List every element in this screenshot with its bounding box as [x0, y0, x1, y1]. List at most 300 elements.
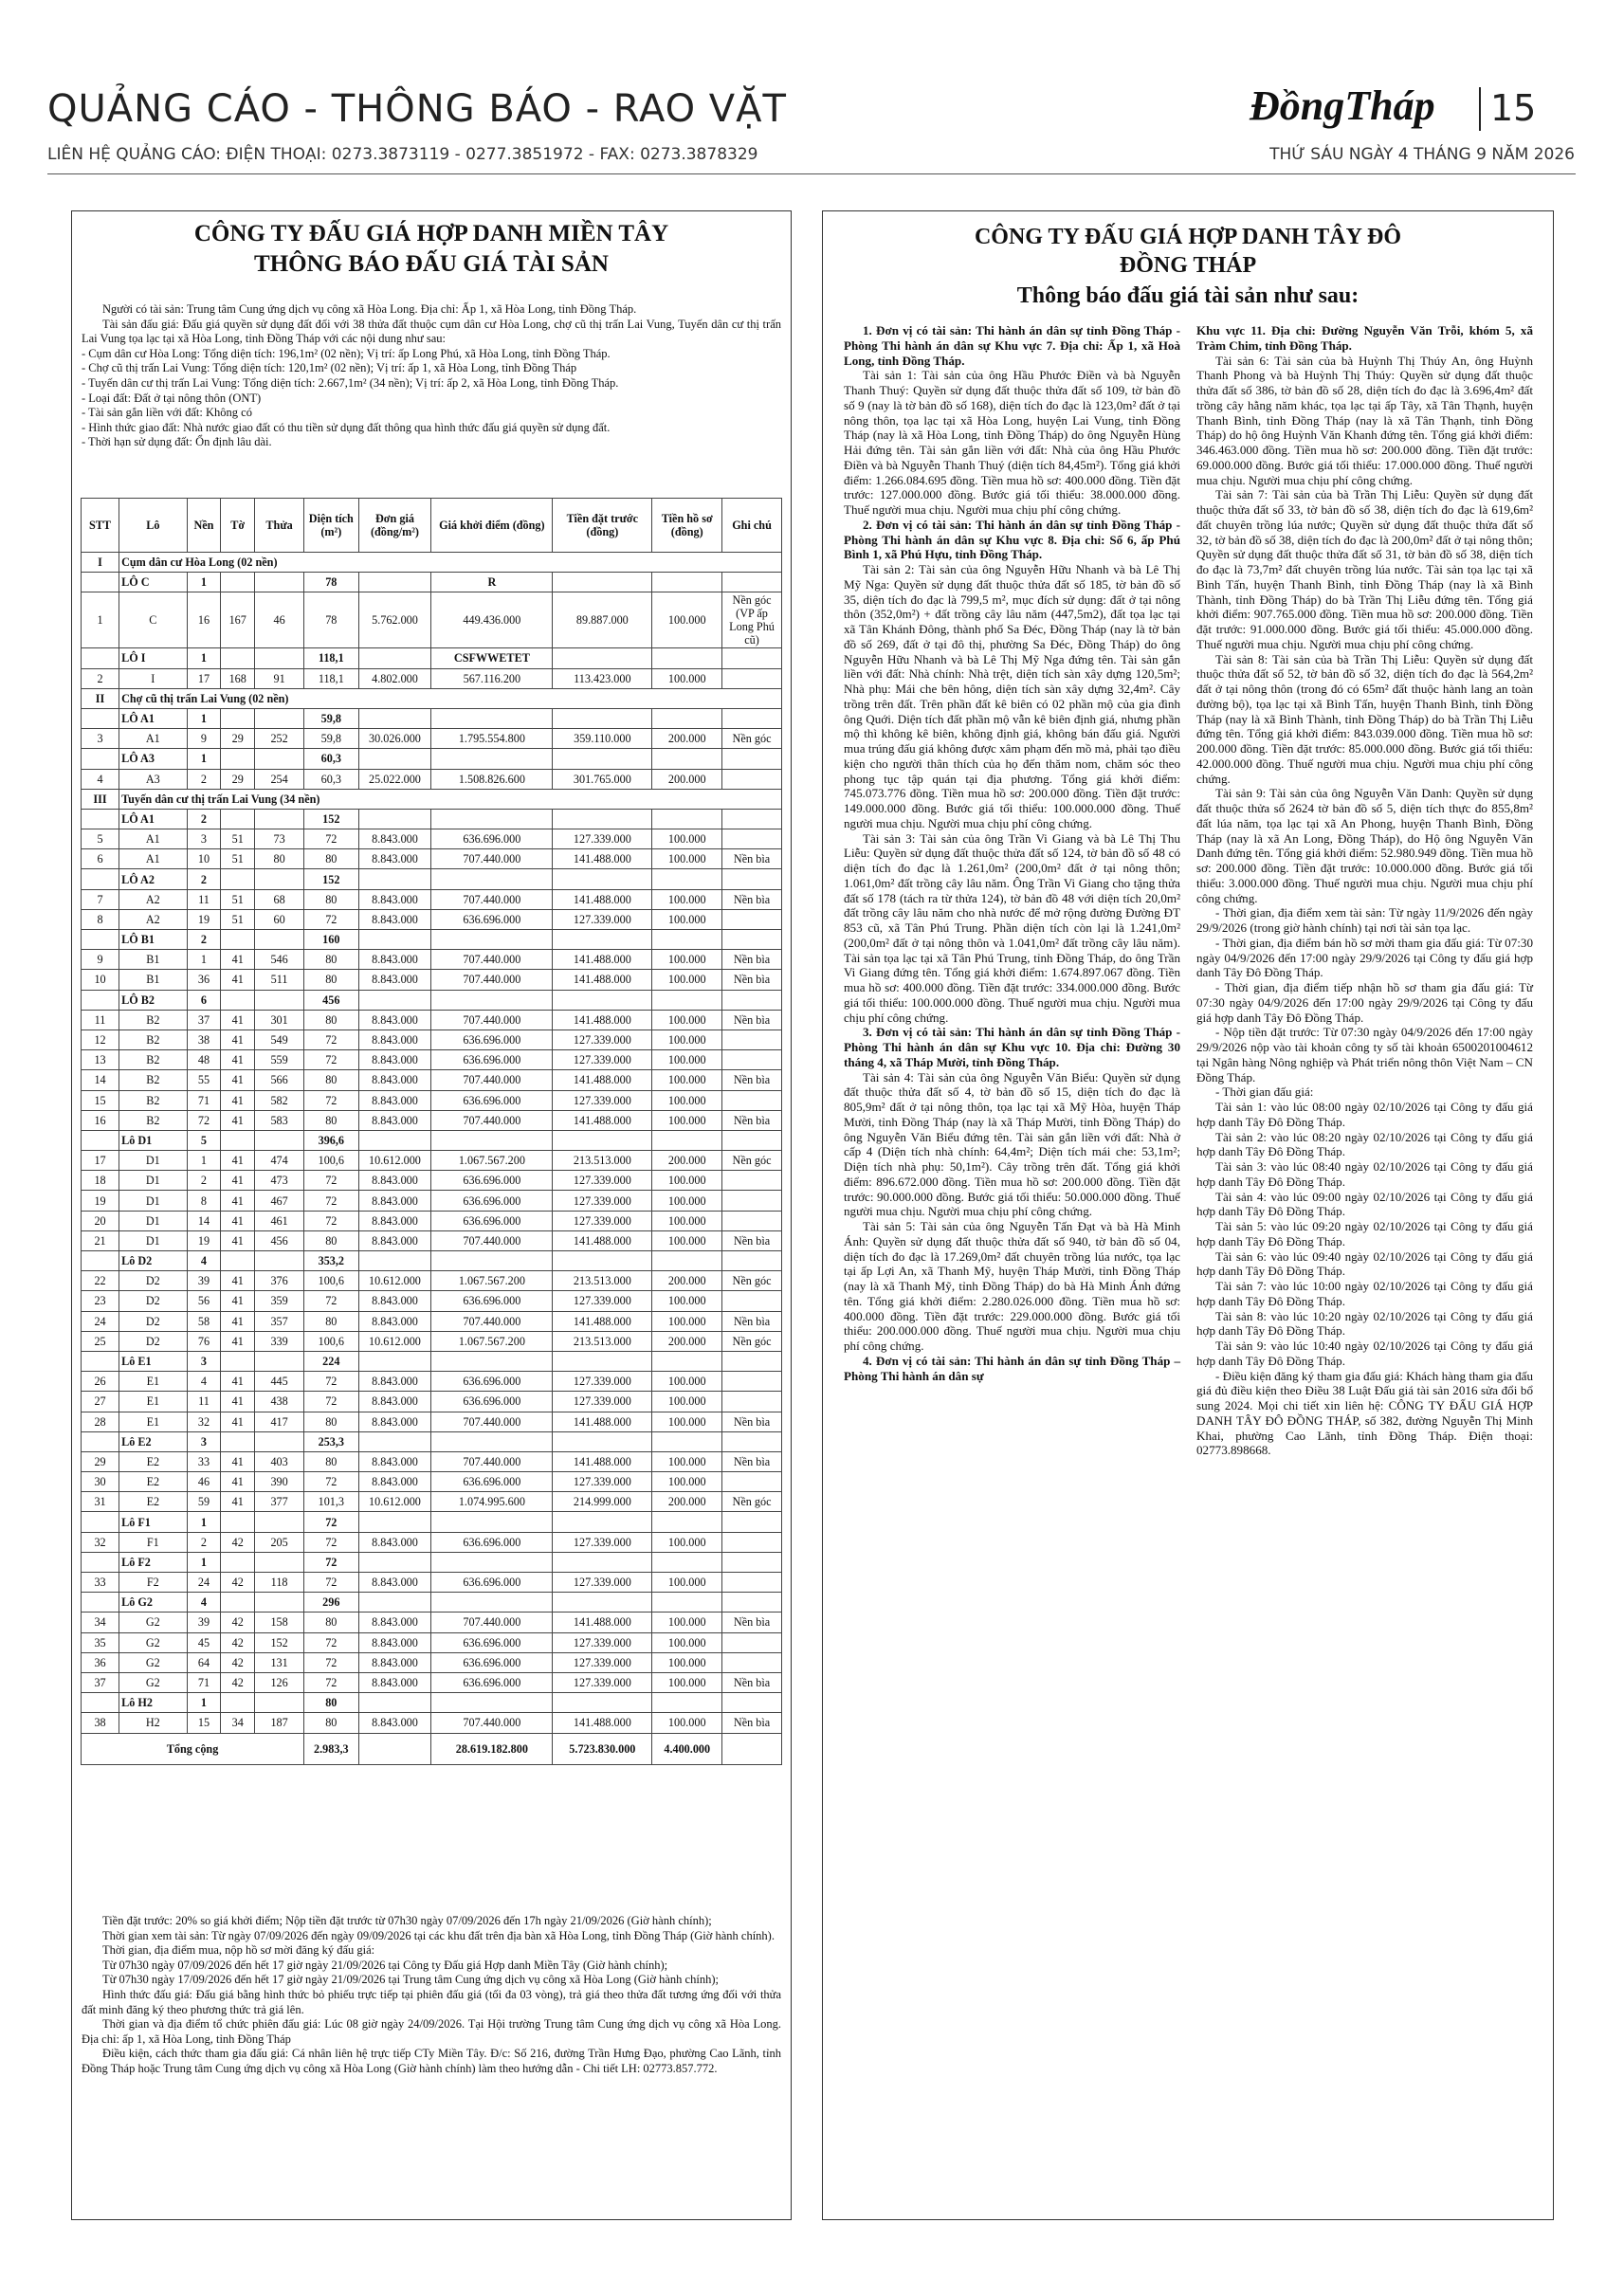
lot-plot-count: 1	[187, 708, 221, 728]
notice-paragraph: Tài sản 3: vào lúc 08:40 ngày 02/10/2026 tại Công ty đấu giá hợp danh Tây Đô Đồng Tháp.	[1196, 1159, 1533, 1189]
table-row	[82, 1230, 782, 1250]
empty-cell	[221, 1693, 255, 1713]
empty-cell	[722, 1693, 782, 1713]
table-cell: 72	[304, 1191, 358, 1211]
table-cell: 449.436.000	[431, 592, 553, 648]
table-cell: 8.843.000	[358, 1191, 431, 1211]
empty-cell	[722, 869, 782, 889]
lot-subtotal-row	[82, 869, 782, 889]
table-cell: 1.067.567.200	[431, 1151, 553, 1171]
table-cell: H2	[119, 1713, 188, 1733]
empty-cell	[358, 708, 431, 728]
table-row	[82, 1713, 782, 1733]
table-cell: 58	[187, 1311, 221, 1331]
table-cell: 20	[82, 1211, 119, 1230]
empty-cell	[553, 869, 652, 889]
table-row	[82, 1010, 782, 1030]
table-row	[82, 1271, 782, 1291]
header-separator	[1479, 87, 1481, 131]
table-cell: 4.802.000	[358, 668, 431, 688]
empty-cell	[82, 1552, 119, 1572]
table-cell: 22	[82, 1271, 119, 1291]
table-cell: 1	[187, 950, 221, 970]
table-cell: 41	[221, 1291, 255, 1311]
table-cell: Nền bìa	[722, 1451, 782, 1471]
empty-cell	[221, 869, 255, 889]
table-cell	[722, 1392, 782, 1412]
table-cell: G2	[119, 1672, 188, 1692]
table-cell: 46	[187, 1472, 221, 1492]
table-cell	[722, 1291, 782, 1311]
lot-plot-count: 2	[187, 869, 221, 889]
table-cell: 100.000	[652, 1372, 722, 1392]
table-cell: 339	[255, 1331, 304, 1351]
table-cell: 16	[187, 592, 221, 648]
table-cell: B2	[119, 1110, 188, 1130]
lot-name: LÔ A1	[119, 708, 188, 728]
terms-paragraph: Tiền đặt trước: 20% so giá khởi điểm; Nộp tiền đặt trước từ 07h30 ngày 07/09/2026 đến 17h ngày 21/09/2026 (Giờ hành chính);	[102, 1914, 712, 1927]
empty-cell	[553, 1552, 652, 1572]
table-cell: 100.000	[652, 1050, 722, 1070]
empty-cell	[358, 1693, 431, 1713]
table-cell: 127.339.000	[553, 1652, 652, 1672]
empty-cell	[255, 990, 304, 1010]
table-cell: 377	[255, 1492, 304, 1512]
table-cell: 126	[255, 1672, 304, 1692]
empty-cell	[82, 1593, 119, 1613]
right-notice-box	[822, 210, 1554, 2220]
lot-subtotal-row	[82, 809, 782, 829]
table-cell: 8.843.000	[358, 889, 431, 909]
empty-cell	[722, 749, 782, 769]
table-cell: 11	[187, 1392, 221, 1412]
table-cell: 131	[255, 1652, 304, 1672]
table-cell	[722, 1050, 782, 1070]
table-cell: 36	[187, 970, 221, 990]
table-cell: 1.508.826.600	[431, 769, 553, 789]
group-label: Cụm dân cư Hòa Long (02 nền)	[119, 553, 782, 573]
table-cell: 127.339.000	[553, 1171, 652, 1191]
table-cell: 41	[221, 1050, 255, 1070]
lot-plot-count: 1	[187, 573, 221, 592]
table-cell: 39	[187, 1271, 221, 1291]
table-cell: 100.000	[652, 970, 722, 990]
lot-price	[431, 930, 553, 950]
empty-cell	[358, 1733, 431, 1764]
table-cell: 438	[255, 1392, 304, 1412]
intro-paragraph: - Cụm dân cư Hòa Long: Tổng diện tích: 196,1m² (02 nền); Vị trí: ấp Long Phú, xã Hòa Long, tỉnh Đồng Tháp.	[82, 346, 611, 360]
table-cell: 41	[221, 1451, 255, 1471]
table-cell: 37	[187, 1010, 221, 1030]
empty-cell	[722, 1431, 782, 1451]
table-row	[82, 1573, 782, 1593]
lot-price	[431, 1251, 553, 1271]
table-row	[82, 1110, 782, 1130]
lot-subtotal-row	[82, 1431, 782, 1451]
empty-cell	[722, 573, 782, 592]
notice-paragraph: Tài sản 6: vào lúc 09:40 ngày 02/10/2026 tại Công ty đấu giá hợp danh Tây Đô Đồng Tháp.	[1196, 1248, 1533, 1279]
table-cell: 38	[82, 1713, 119, 1733]
table-cell: 72	[304, 1030, 358, 1049]
empty-cell	[255, 648, 304, 668]
table-cell: 8.843.000	[358, 1090, 431, 1110]
empty-cell	[553, 1351, 652, 1371]
table-cell: Nền bìa	[722, 1110, 782, 1130]
table-header-cell: Tiền hồ sơ (đồng)	[652, 499, 722, 553]
table-cell: 100.000	[652, 1412, 722, 1431]
table-cell: 8.843.000	[358, 1632, 431, 1652]
table-cell: 2	[187, 1532, 221, 1552]
empty-cell	[722, 930, 782, 950]
table-cell: 11	[82, 1010, 119, 1030]
notice-paragraph: - Thời gian, địa điểm xem tài sản: Từ ngày 11/9/2026 đến ngày 29/9/2026 (trong giờ hành chính) tại nơi tài sản tọa lạc.	[1196, 905, 1533, 935]
table-cell: 141.488.000	[553, 1412, 652, 1431]
table-cell: 41	[221, 1110, 255, 1130]
table-cell: 100.000	[652, 668, 722, 688]
table-cell: 113.423.000	[553, 668, 652, 688]
auction-lot-table	[81, 498, 782, 1765]
intro-paragraph: - Loại đất: Đất ở tại nông thôn (ONT)	[82, 391, 262, 405]
table-cell: 30	[82, 1472, 119, 1492]
empty-cell	[722, 648, 782, 668]
table-cell	[722, 668, 782, 688]
table-cell: 8.843.000	[358, 1311, 431, 1331]
lot-subtotal-row	[82, 1693, 782, 1713]
table-cell: 72	[187, 1110, 221, 1130]
table-cell	[722, 1573, 782, 1593]
table-cell: 100.000	[652, 1632, 722, 1652]
table-cell: 3	[82, 729, 119, 749]
table-cell: 100.000	[652, 889, 722, 909]
table-cell: 41	[221, 1492, 255, 1512]
table-cell: 636.696.000	[431, 1472, 553, 1492]
table-cell: 80	[304, 1230, 358, 1250]
table-cell: 18	[82, 1171, 119, 1191]
table-cell: 636.696.000	[431, 1372, 553, 1392]
empty-cell	[221, 1130, 255, 1150]
table-cell: 72	[304, 1050, 358, 1070]
empty-cell	[358, 1130, 431, 1150]
table-cell: 127.339.000	[553, 1632, 652, 1652]
total-label: Tổng cộng	[82, 1733, 304, 1764]
table-cell: E2	[119, 1492, 188, 1512]
table-cell: 141.488.000	[553, 970, 652, 990]
table-cell: 707.440.000	[431, 1230, 553, 1250]
table-cell: 8.843.000	[358, 1372, 431, 1392]
table-cell: Nền góc	[722, 1151, 782, 1171]
table-cell: 254	[255, 769, 304, 789]
table-cell: 127.339.000	[553, 1372, 652, 1392]
empty-cell	[553, 809, 652, 829]
table-cell: 205	[255, 1532, 304, 1552]
empty-cell	[358, 1512, 431, 1532]
table-cell: 76	[187, 1331, 221, 1351]
table-cell: 8.843.000	[358, 1291, 431, 1311]
empty-cell	[553, 708, 652, 728]
table-cell: 200.000	[652, 729, 722, 749]
table-cell: 141.488.000	[553, 950, 652, 970]
lot-area: 60,3	[304, 749, 358, 769]
table-cell: 29	[221, 729, 255, 749]
intro-paragraph: - Tuyến dân cư thị trấn Lai Vung: Tổng diện tích: 2.667,1m² (34 nền); Vị trí: ấp 2, xã Hòa Long, tỉnh Đồng Tháp.	[82, 375, 619, 390]
empty-cell	[82, 930, 119, 950]
table-cell: 80	[304, 1110, 358, 1130]
lot-subtotal-row	[82, 990, 782, 1010]
table-cell: 1.067.567.200	[431, 1271, 553, 1291]
table-cell: 707.440.000	[431, 1311, 553, 1331]
empty-cell	[553, 1431, 652, 1451]
table-cell: 3	[187, 829, 221, 849]
lot-area: 456	[304, 990, 358, 1010]
lot-area: 152	[304, 869, 358, 889]
lot-area: 80	[304, 1693, 358, 1713]
table-cell: 200.000	[652, 1492, 722, 1512]
lot-price	[431, 708, 553, 728]
table-cell: 167	[221, 592, 255, 648]
table-cell: 8.843.000	[358, 970, 431, 990]
notice-paragraph: Tài sản 1: vào lúc 08:00 ngày 02/10/2026 tại Công ty đấu giá hợp danh Tây Đô Đồng Tháp.	[1196, 1100, 1533, 1129]
right-notice-company: CÔNG TY ĐẤU GIÁ HỢP DANH TÂY ĐÔ	[974, 225, 1402, 249]
table-cell: 7	[82, 889, 119, 909]
table-cell: 42	[221, 1672, 255, 1692]
table-cell: 636.696.000	[431, 1532, 553, 1552]
header-rule	[47, 173, 1576, 174]
table-cell	[722, 1532, 782, 1552]
intro-paragraph: - Hình thức giao đất: Nhà nước giao đất có thu tiền sử dụng đất thông qua hình thức đấu giá quyền sử dụng đất.	[82, 420, 611, 434]
table-cell: 11	[187, 889, 221, 909]
table-cell: 41	[221, 1211, 255, 1230]
empty-cell	[358, 1552, 431, 1572]
table-cell: 8.843.000	[358, 1672, 431, 1692]
table-cell: Nền bìa	[722, 1230, 782, 1250]
total-row	[82, 1733, 782, 1764]
notice-paragraph: Tài sản 8: vào lúc 10:20 ngày 02/10/2026 tại Công ty đấu giá hợp danh Tây Đô Đồng Tháp.	[1196, 1308, 1533, 1339]
empty-cell	[82, 809, 119, 829]
table-cell: 141.488.000	[553, 889, 652, 909]
terms-paragraph: Từ 07h30 ngày 07/09/2026 đến hết 17 giờ ngày 21/09/2026 tại Công ty Đấu giá Hợp danh Miền Tây (Giờ hành chính);	[102, 1958, 668, 1972]
terms-paragraph: Thời gian và địa điểm tổ chức phiên đấu giá: Lúc 08 giờ ngày 24/09/2026. Tại Hội trường Trung tâm Cung ứng dịch vụ công xã Hòa Long. Địa chỉ: ấp 1, xã Hòa Long, tỉnh Đồng Tháp	[82, 2017, 781, 2046]
left-notice-terms	[82, 1914, 781, 2077]
table-cell: 100.000	[652, 592, 722, 648]
table-row	[82, 1070, 782, 1090]
lot-subtotal-row	[82, 1552, 782, 1572]
empty-cell	[221, 1351, 255, 1371]
table-cell: Nền bìa	[722, 1010, 782, 1030]
table-cell: 72	[304, 1472, 358, 1492]
notice-paragraph: Tài sản 6: Tài sản của bà Huỳnh Thị Thúy An, ông Huỳnh Thanh Phong và bà Huỳnh Thị Thúy: Quyền sử dụng đất thuộc thửa đất số 386, tờ bản đồ số 28, diện tích đo đạc là 3.696,4m² đất trồng cây hằng năm khác, tọa lạc tại ấp Tây, xã Tân Thạnh, huyện Thanh Bình, tỉnh Đồng Tháp (nay là xã Tân Thạnh, tỉnh Đồng Tháp) do hộ ông Huỳnh Văn Khanh đứng tên. Tổng giá khởi điểm: 346.463.000 đồng. Tiền mua hồ sơ: 200.000 đồng. Tiền đặt trước: 69.000.000 đồng. Bước giá tối thiểu: 17.000.000 đồng. Thuế người mua chịu. Người mua chịu phí công chứng.	[1196, 353, 1533, 487]
lot-subtotal-row	[82, 930, 782, 950]
table-cell: 2	[187, 1171, 221, 1191]
table-cell: A3	[119, 769, 188, 789]
table-cell: 33	[82, 1573, 119, 1593]
table-cell: 467	[255, 1191, 304, 1211]
table-cell: D1	[119, 1171, 188, 1191]
table-cell: I	[119, 668, 188, 688]
table-row	[82, 1392, 782, 1412]
table-cell: 60	[255, 909, 304, 929]
table-cell: 100.000	[652, 1291, 722, 1311]
notice-paragraph: Tài sản 7: Tài sản của bà Trần Thị Liễu: Quyền sử dụng đất thuộc thửa đất số 33, tờ bản đồ số 38, diện tích đo đạc là 619,6m² đất chuyên trồng lúa nước; Quyền sử dụng đất thuộc thửa đất số 32, tờ bản đồ số 38, diện tích đo đạc là 200,0m² đất ở tại nông thôn; Quyền sử dụng đất thuộc thửa đất số 31, tờ bản đồ số 38, diện tích đo đạc là 73,7m² đất chuyên trồng lúa nước. Tài sản tọa lạc tại xã Bình Tấn, huyện Thanh Bình, tỉnh Đồng Tháp (nay là xã Bình Thành, tỉnh Đồng Tháp) do bà Trần Thị Liễu đứng tên. Tổng giá khởi điểm: 907.765.000 đồng. Tiền mua hồ sơ: 200.000 đồng. Tiền đặt trước: 91.000.000 đồng. Bước giá tối thiểu: 45.000.000 đồng. Thuế người mua chịu. Người mua chịu phí công chứng.	[1196, 487, 1533, 651]
table-cell: 583	[255, 1110, 304, 1130]
lot-subtotal-row	[82, 749, 782, 769]
table-cell: 546	[255, 950, 304, 970]
table-cell: 100.000	[652, 1613, 722, 1632]
table-cell: 42	[221, 1573, 255, 1593]
empty-cell	[652, 809, 722, 829]
empty-cell	[221, 809, 255, 829]
table-cell: A1	[119, 829, 188, 849]
table-cell: 71	[187, 1090, 221, 1110]
table-cell: 127.339.000	[553, 1573, 652, 1593]
table-cell: E1	[119, 1372, 188, 1392]
empty-cell	[722, 809, 782, 829]
empty-cell	[82, 869, 119, 889]
table-cell: 89.887.000	[553, 592, 652, 648]
lot-name: Lô H2	[119, 1693, 188, 1713]
lot-subtotal-row	[82, 1593, 782, 1613]
table-row	[82, 1532, 782, 1552]
table-cell: 80	[304, 1451, 358, 1471]
page-number: 15	[1490, 87, 1537, 129]
lot-plot-count: 3	[187, 1431, 221, 1451]
table-cell: 80	[304, 950, 358, 970]
empty-cell	[722, 708, 782, 728]
empty-cell	[722, 1552, 782, 1572]
table-cell: 100.000	[652, 1090, 722, 1110]
lot-area: 72	[304, 1552, 358, 1572]
table-cell: 8.843.000	[358, 849, 431, 869]
table-cell: 10.612.000	[358, 1492, 431, 1512]
lot-plot-count: 2	[187, 809, 221, 829]
empty-cell	[82, 1431, 119, 1451]
lot-area: 72	[304, 1512, 358, 1532]
left-notice-heading: THÔNG BÁO ĐẤU GIÁ TÀI SẢN	[254, 251, 609, 277]
empty-cell	[652, 1552, 722, 1572]
table-row	[82, 729, 782, 749]
notice-paragraph: Tài sản 9: vào lúc 10:40 ngày 02/10/2026 tại Công ty đấu giá hợp danh Tây Đô Đồng Tháp.	[1196, 1339, 1533, 1368]
table-row	[82, 1472, 782, 1492]
notice-paragraph: - Điều kiện đăng ký tham gia đấu giá: Khách hàng tham gia đấu giá đủ điều kiện theo Điều 38 Luật Đấu giá tài sản 2016 sửa đổi bổ sung 2024. Mọi chi tiết xin liên hệ: CÔNG TY ĐẤU GIÁ HỢP DANH TÂY ĐÔ ĐỒNG THÁP, số 382, đường Nguyễn Thị Minh Khai, phường Cao Lãnh, tỉnh Đồng Tháp. Điện thoại: 02773.898668.	[1196, 1368, 1533, 1458]
table-cell: 8.843.000	[358, 950, 431, 970]
table-cell: 72	[304, 1090, 358, 1110]
empty-cell	[221, 1431, 255, 1451]
table-cell: 23	[82, 1291, 119, 1311]
table-cell: 100.000	[652, 1652, 722, 1672]
table-cell: 8.843.000	[358, 1110, 431, 1130]
lot-plot-count: 3	[187, 1351, 221, 1371]
empty-cell	[553, 1251, 652, 1271]
table-cell: 100.000	[652, 1573, 722, 1593]
lot-plot-count: 4	[187, 1593, 221, 1613]
lot-subtotal-row	[82, 1130, 782, 1150]
total-deposit: 5.723.830.000	[553, 1733, 652, 1764]
table-cell: 72	[304, 1632, 358, 1652]
empty-cell	[255, 1130, 304, 1150]
empty-cell	[652, 573, 722, 592]
table-cell: 9	[187, 729, 221, 749]
intro-paragraph: Tài sản đấu giá: Đấu giá quyền sử dụng đất đối với 38 thửa đất thuộc cụm dân cư Hòa Long, chợ cũ thị trấn Lai Vung, Tuyến dân cư thị trấn Lai Vung tọa lạc tại xã Hòa Long, tỉnh Đồng Tháp với các nội dung như sau:	[82, 317, 781, 346]
table-cell: 127.339.000	[553, 1050, 652, 1070]
intro-paragraph: - Tài sản gắn liền với đất: Không có	[82, 406, 252, 420]
table-cell: 1.795.554.800	[431, 729, 553, 749]
table-row	[82, 1613, 782, 1632]
table-cell: 636.696.000	[431, 1573, 553, 1593]
left-notice-box	[71, 210, 792, 2220]
empty-cell	[82, 1351, 119, 1371]
table-cell: B2	[119, 1090, 188, 1110]
table-cell: 636.696.000	[431, 1632, 553, 1652]
table-cell: 72	[304, 1291, 358, 1311]
table-cell: 41	[221, 1030, 255, 1049]
table-cell: 252	[255, 729, 304, 749]
table-cell: 566	[255, 1070, 304, 1090]
table-cell: 200.000	[652, 1271, 722, 1291]
table-cell: 100.000	[652, 1392, 722, 1412]
table-cell: B2	[119, 1050, 188, 1070]
table-cell: 25.022.000	[358, 769, 431, 789]
table-cell: B1	[119, 950, 188, 970]
table-cell: 100.000	[652, 1672, 722, 1692]
empty-cell	[722, 1351, 782, 1371]
lot-name: LÔ I	[119, 648, 188, 668]
table-cell: 80	[304, 1713, 358, 1733]
table-cell: 1.074.995.600	[431, 1492, 553, 1512]
table-cell: 636.696.000	[431, 1090, 553, 1110]
table-cell: 15	[187, 1713, 221, 1733]
table-cell: 8.843.000	[358, 1030, 431, 1049]
lot-subtotal-row	[82, 648, 782, 668]
notice-paragraph: - Thời gian đấu giá:	[1215, 1084, 1314, 1100]
empty-cell	[221, 1251, 255, 1271]
table-cell: 55	[187, 1070, 221, 1090]
empty-cell	[553, 930, 652, 950]
terms-paragraph: Thời gian xem tài sản: Từ ngày 07/09/2026 đến ngày 09/09/2026 tại các khu đất trên địa bàn xã Hòa Long, tỉnh Đồng Tháp (Giờ hành chính).	[102, 1928, 775, 1942]
table-cell: 60,3	[304, 769, 358, 789]
empty-cell	[652, 749, 722, 769]
table-cell: 38	[187, 1030, 221, 1049]
lot-plot-count: 5	[187, 1130, 221, 1150]
table-cell: 2	[187, 769, 221, 789]
lot-name: LÔ B1	[119, 930, 188, 950]
empty-cell	[255, 749, 304, 769]
empty-cell	[652, 648, 722, 668]
table-cell: 100,6	[304, 1151, 358, 1171]
table-cell: 41	[221, 1412, 255, 1431]
table-cell: D1	[119, 1151, 188, 1171]
table-cell: 10.612.000	[358, 1151, 431, 1171]
table-row	[82, 889, 782, 909]
table-cell: 59	[187, 1492, 221, 1512]
terms-paragraph: Thời gian, địa điểm mua, nộp hồ sơ mời đăng ký đấu giá:	[102, 1943, 375, 1958]
table-cell: A2	[119, 909, 188, 929]
table-cell: 100.000	[652, 950, 722, 970]
table-cell: 41	[221, 1151, 255, 1171]
table-cell: 213.513.000	[553, 1151, 652, 1171]
table-cell: 80	[304, 1412, 358, 1431]
terms-paragraph: Từ 07h30 ngày 17/09/2026 đến hết 17 giờ ngày 21/09/2026 tại Trung tâm Cung ứng dịch vụ công xã Hòa Long (Giờ hành chính);	[102, 1973, 719, 1987]
empty-cell	[358, 1351, 431, 1371]
lot-name: Lô E2	[119, 1431, 188, 1451]
table-cell: 32	[187, 1412, 221, 1431]
table-cell: 100.000	[652, 1451, 722, 1471]
lot-area: 78	[304, 573, 358, 592]
table-cell: 403	[255, 1451, 304, 1471]
empty-cell	[358, 1251, 431, 1271]
table-cell: 100.000	[652, 1472, 722, 1492]
table-cell: 72	[304, 1171, 358, 1191]
total-area: 2.983,3	[304, 1733, 358, 1764]
issue-date: THỨ SÁU NGÀY 4 THÁNG 9 NĂM 2026	[1269, 145, 1575, 164]
